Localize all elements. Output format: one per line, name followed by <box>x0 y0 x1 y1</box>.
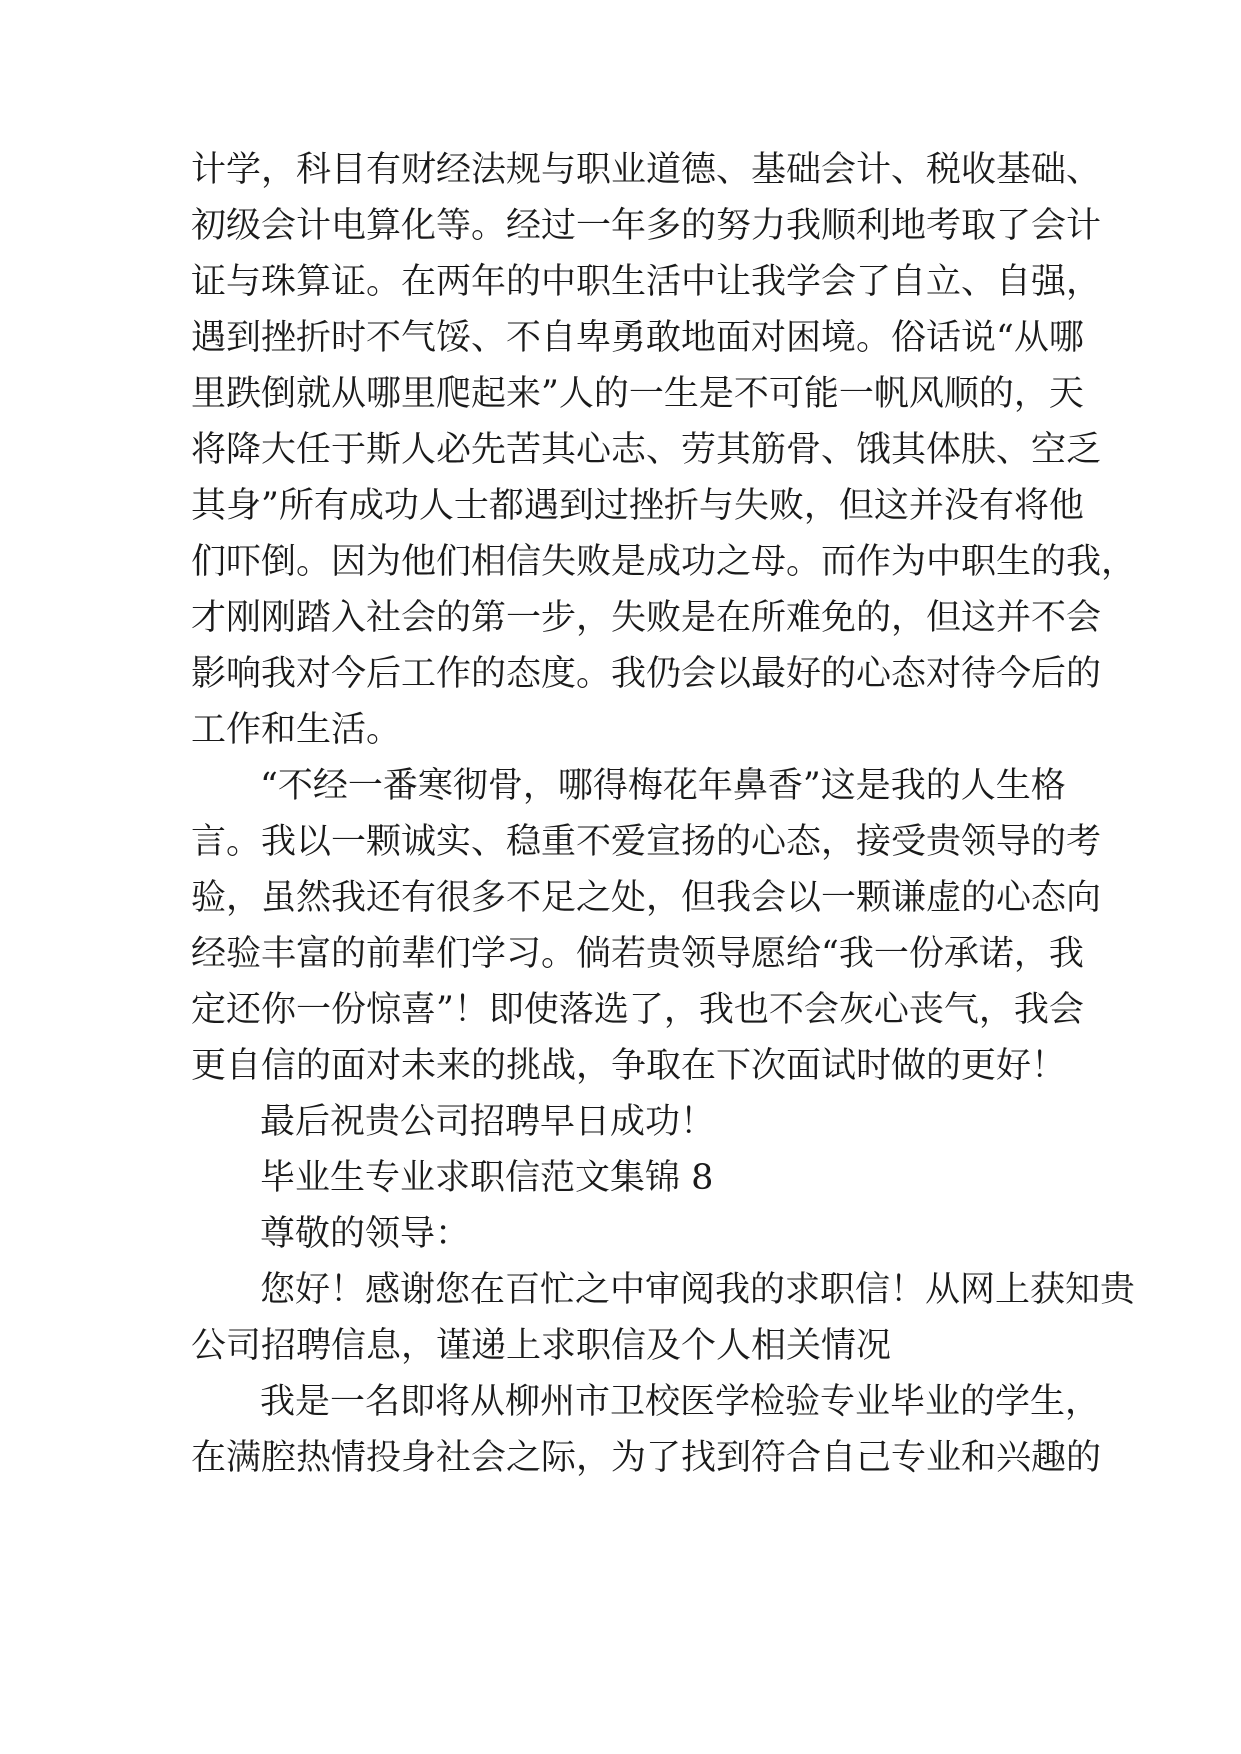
closing-wish: 最后祝贵公司招聘早日成功！ <box>260 1102 716 1142</box>
paragraph-line: 在满腔热情投身社会之际，为了找到符合自己专业和兴趣的 <box>191 1438 1102 1478</box>
paragraph-line: 定还你一份惊喜”！即使落选了，我也不会灰心丧气，我会 <box>191 990 1084 1030</box>
paragraph-line: 将降大任于斯人必先苦其心志、劳其筋骨、饿其体肤、空乏 <box>191 430 1102 470</box>
paragraph-line: 更自信的面对未来的挑战，争取在下次面试时做的更好！ <box>191 1046 1067 1086</box>
section-heading: 毕业生专业求职信范文集锦 8 <box>260 1158 714 1198</box>
paragraph-line: 您好！感谢您在百忙之中审阅我的求职信！从网上获知贵 <box>260 1270 1136 1310</box>
paragraph-line: 初级会计电算化等。经过一年多的努力我顺利地考取了会计 <box>191 206 1102 246</box>
salutation: 尊敬的领导： <box>260 1214 471 1254</box>
paragraph-line: 验，虽然我还有很多不足之处，但我会以一颗谦虚的心态向 <box>191 878 1102 918</box>
paragraph-line: 们吓倒。因为他们相信失败是成功之母。而作为中职生的我， <box>191 542 1137 582</box>
paragraph-line: 遇到挫折时不气馁、不自卑勇敢地面对困境。俗话说“从哪 <box>191 318 1084 358</box>
paragraph-line: 我是一名即将从柳州市卫校医学检验专业毕业的学生， <box>260 1382 1101 1422</box>
paragraph-line: 工作和生活。 <box>191 710 402 750</box>
paragraph-line: 言。我以一颗诚实、稳重不爱宣扬的心态，接受贵领导的考 <box>191 822 1102 862</box>
paragraph-line: 计学，科目有财经法规与职业道德、基础会计、税收基础、 <box>191 150 1102 190</box>
paragraph-line: 经验丰富的前辈们学习。倘若贵领导愿给“我一份承诺，我 <box>191 934 1084 974</box>
paragraph-line: 影响我对今后工作的态度。我仍会以最好的心态对待今后的 <box>191 654 1102 694</box>
paragraph-line: 其身”所有成功人士都遇到过挫折与失败，但这并没有将他 <box>191 486 1084 526</box>
paragraph-line: 证与珠算证。在两年的中职生活中让我学会了自立、自强， <box>191 262 1102 302</box>
paragraph-line: 里跌倒就从哪里爬起来”人的一生是不可能一帆风顺的，天 <box>191 374 1084 414</box>
paragraph-line: 公司招聘信息，谨递上求职信及个人相关情况 <box>191 1326 892 1366</box>
paragraph-line: “不经一番寒彻骨，哪得梅花年鼻香”这是我的人生格 <box>260 766 1066 806</box>
paragraph-line: 才刚刚踏入社会的第一步，失败是在所难免的，但这并不会 <box>191 598 1102 638</box>
